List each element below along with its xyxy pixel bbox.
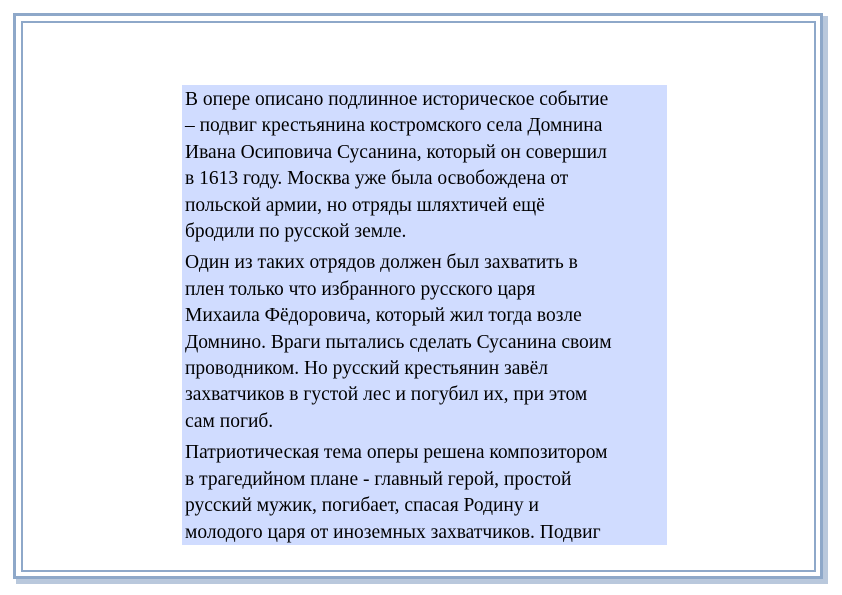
text-box	[182, 85, 667, 545]
paragraph-3: Патриотическая тема оперы решена композитором в трагедийном плане - главный герой, простой русский мужик, погибает, спасая Родину и молодого царя от иноземных захватчиков. Подвиг	[185, 442, 608, 543]
frame-shadow-bottom	[16, 579, 828, 584]
paragraph-1: В опере описано подлинное историческое событие – подвиг крестьянина костромского села Домнина Ивана Осиповича Сусанина, который он совершил в 1613 году. Москва уже была освобождена от польской армии, но отряды шляхтичей ещё бродили по русской земле.	[185, 89, 609, 243]
paragraph-2: Один из таких отрядов должен был захватить в плен только что избранного русского царя Михаила Фёдоровича, который жил тогда возле Домнино. Враги пытались сделать Сусанина своим проводником. Но русский крестьянин завёл захватчиков в густой лес и погубил их, при этом сам погиб.	[185, 252, 612, 432]
frame-shadow-right	[823, 16, 828, 582]
